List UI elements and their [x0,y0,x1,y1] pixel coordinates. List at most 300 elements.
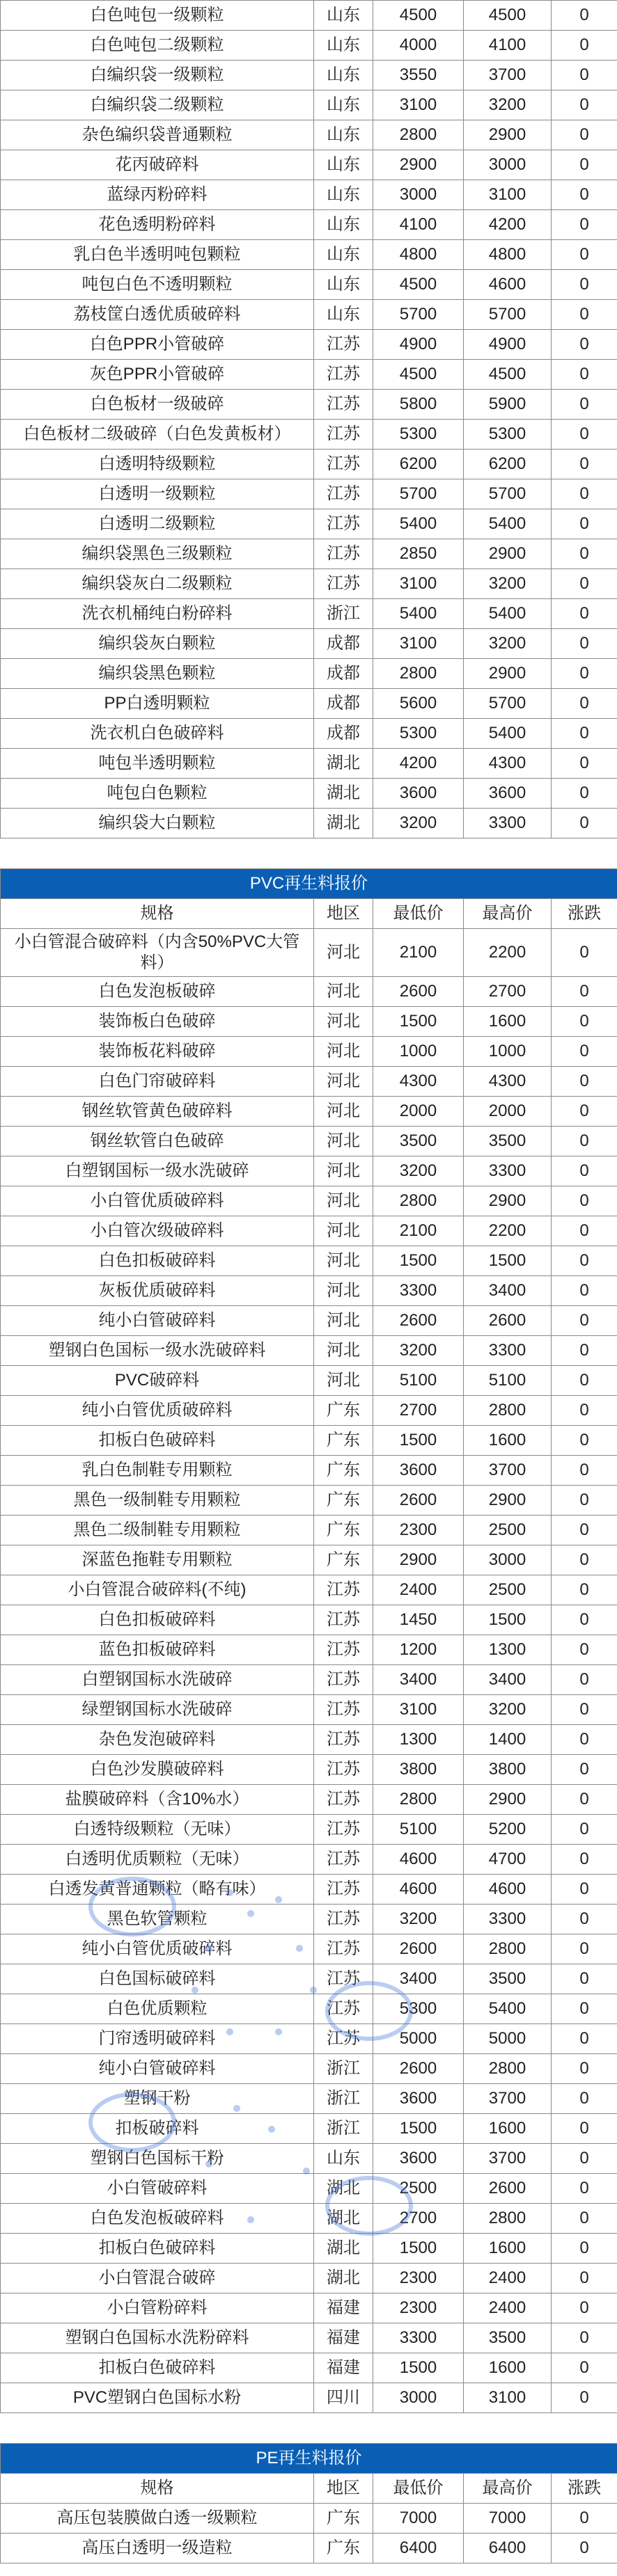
cell-region: 山东 [314,120,373,150]
cell-spec: 蓝绿丙粉碎料 [1,180,314,210]
cell-max-price: 6200 [464,450,552,479]
cell-min-price: 3550 [373,61,464,90]
cell-change: 0 [552,2264,617,2293]
cell-change: 0 [552,929,617,977]
cell-max-price: 5700 [464,689,552,719]
table-row [1,1605,617,1635]
cell-min-price: 3200 [373,1336,464,1366]
cell-max-price: 4100 [464,31,552,61]
cell-min-price: 3200 [373,1905,464,1934]
cell-change: 0 [552,1246,617,1276]
cell-min-price: 1500 [373,2353,464,2383]
cell-min-price: 3200 [373,1156,464,1186]
cell-region: 河北 [314,1156,373,1186]
cell-region: 江苏 [314,569,373,599]
table-row [1,2144,617,2174]
cell-max-price: 5700 [464,300,552,330]
cell-min-price: 2400 [373,1575,464,1605]
cell-spec: 编织袋黑色三级颗粒 [1,539,314,569]
cell-spec: 编织袋灰白二级颗粒 [1,569,314,599]
cell-spec: 吨包半透明颗粒 [1,749,314,779]
cell-max-price: 3200 [464,629,552,659]
cell-max-price: 2900 [464,1785,552,1815]
table-row [1,779,617,809]
cell-region: 河北 [314,1306,373,1336]
cell-region: 广东 [314,2534,373,2563]
table-row [1,1516,617,1545]
cell-spec: 花色透明粉碎料 [1,210,314,240]
cell-region: 湖北 [314,2174,373,2204]
cell-spec: 编织袋黑色颗粒 [1,659,314,689]
cell-min-price: 5300 [373,1994,464,2024]
cell-spec: 深蓝色拖鞋专用颗粒 [1,1545,314,1575]
table-row [1,2264,617,2293]
cell-spec: 小白管优质破碎料 [1,1186,314,1216]
table-row [1,1635,617,1665]
cell-min-price: 3200 [373,809,464,838]
cell-max-price: 2800 [464,1396,552,1426]
cell-spec: 黑色一级制鞋专用颗粒 [1,1486,314,1516]
cell-region: 河北 [314,1246,373,1276]
cell-max-price: 2800 [464,2204,552,2234]
cell-region: 江苏 [314,1815,373,1845]
table-row [1,1456,617,1486]
cell-region: 江苏 [314,450,373,479]
cell-max-price: 2900 [464,120,552,150]
cell-change: 0 [552,1127,617,1156]
cell-change: 0 [552,2383,617,2413]
cell-region: 广东 [314,1456,373,1486]
cell-max-price: 3100 [464,2383,552,2413]
cell-spec: 纯小白管破碎料 [1,2054,314,2084]
cell-spec: 黑色软管颗粒 [1,1905,314,1934]
cell-max-price: 2700 [464,977,552,1007]
table-row [1,479,617,509]
cell-spec: 白透明特级颗粒 [1,450,314,479]
cell-spec: 扣板白色破碎料 [1,2234,314,2264]
table-row [1,300,617,330]
cell-change: 0 [552,1516,617,1545]
table-row [1,1276,617,1306]
cell-max-price: 2900 [464,1186,552,1216]
cell-max-price: 3700 [464,2144,552,2174]
cell-change: 0 [552,1635,617,1665]
cell-change: 0 [552,629,617,659]
table-row [1,749,617,779]
cell-min-price: 5700 [373,479,464,509]
cell-max-price: 3300 [464,1905,552,1934]
cell-change: 0 [552,120,617,150]
cell-change: 0 [552,31,617,61]
cell-spec: 白色沙发膜破碎料 [1,1755,314,1785]
cell-spec: 编织袋灰白颗粒 [1,629,314,659]
cell-change: 0 [552,2084,617,2114]
cell-max-price: 3300 [464,809,552,838]
cell-min-price: 3000 [373,180,464,210]
cell-region: 江苏 [314,2024,373,2054]
cell-change: 0 [552,2234,617,2264]
cell-spec: 装饰板白色破碎 [1,1007,314,1037]
cell-spec: 白色板材二级破碎（白色发黄板材） [1,420,314,450]
cell-region: 浙江 [314,2114,373,2144]
table-row [1,61,617,90]
cell-min-price: 1500 [373,1426,464,1456]
cell-min-price: 4200 [373,749,464,779]
table-row [1,240,617,270]
cell-max-price: 4700 [464,1845,552,1875]
table-top-body [1,1,617,838]
cell-min-price: 3600 [373,779,464,809]
cell-spec: 小白管破碎料 [1,2174,314,2204]
cell-spec: 灰板优质破碎料 [1,1276,314,1306]
cell-max-price: 1600 [464,2114,552,2144]
table-row [1,2234,617,2264]
cell-min-price: 4900 [373,330,464,360]
cell-region: 河北 [314,1127,373,1156]
cell-spec: 钢丝软管黄色破碎料 [1,1097,314,1127]
cell-change: 0 [552,390,617,420]
cell-change: 0 [552,180,617,210]
cell-min-price: 2800 [373,120,464,150]
cell-min-price: 2800 [373,1785,464,1815]
table-row [1,450,617,479]
cell-max-price: 4500 [464,360,552,390]
cell-min-price: 2300 [373,2293,464,2323]
cell-region: 江苏 [314,1665,373,1695]
cell-min-price: 2100 [373,929,464,977]
cell-max-price: 2800 [464,2054,552,2084]
table-row [1,1545,617,1575]
cell-region: 河北 [314,929,373,977]
cell-change: 0 [552,1785,617,1815]
table-row [1,1007,617,1037]
cell-min-price: 3600 [373,2144,464,2174]
cell-change: 0 [552,1426,617,1456]
cell-region: 江苏 [314,1755,373,1785]
cell-spec: 白透明二级颗粒 [1,509,314,539]
table-pvc-body [1,929,617,2413]
pvc-header-min: 最低价 [373,899,464,929]
cell-change: 0 [552,1,617,31]
cell-min-price: 1500 [373,2114,464,2144]
table-row [1,809,617,838]
cell-spec: 小白管次级破碎料 [1,1216,314,1246]
cell-spec: 绿塑钢国标水洗破碎 [1,1695,314,1725]
cell-region: 成都 [314,659,373,689]
cell-max-price: 3100 [464,180,552,210]
table-row [1,2054,617,2084]
cell-max-price: 3300 [464,1336,552,1366]
cell-spec: 白色板材一级破碎 [1,390,314,420]
cell-max-price: 5400 [464,599,552,629]
cell-change: 0 [552,1815,617,1845]
table-row [1,2024,617,2054]
table-row [1,2323,617,2353]
cell-change: 0 [552,2204,617,2234]
cell-spec: 白透明优质颗粒（无味） [1,1845,314,1875]
table-row [1,330,617,360]
table-row [1,1336,617,1366]
cell-max-price: 5900 [464,390,552,420]
cell-min-price: 5300 [373,420,464,450]
table-row [1,150,617,180]
cell-spec: 高压包装膜做白透一级颗粒 [1,2504,314,2534]
cell-change: 0 [552,300,617,330]
cell-change: 0 [552,1725,617,1755]
cell-region: 广东 [314,1516,373,1545]
cell-max-price: 1600 [464,1007,552,1037]
cell-change: 0 [552,210,617,240]
cell-spec: 黑色二级制鞋专用颗粒 [1,1516,314,1545]
cell-change: 0 [552,360,617,390]
cell-max-price: 5400 [464,719,552,749]
pe-header-spec: 规格 [1,2474,314,2504]
cell-min-price: 3800 [373,1755,464,1785]
cell-region: 福建 [314,2323,373,2353]
pe-header-change: 涨跌 [552,2474,617,2504]
cell-min-price: 3600 [373,2084,464,2114]
pvc-header-change: 涨跌 [552,899,617,929]
table-row [1,569,617,599]
table-row [1,420,617,450]
cell-min-price: 1000 [373,1037,464,1067]
pe-header-region: 地区 [314,2474,373,2504]
cell-change: 0 [552,2054,617,2084]
cell-change: 0 [552,1755,617,1785]
cell-max-price: 3700 [464,2084,552,2114]
cell-max-price: 1600 [464,1426,552,1456]
cell-spec: 洗衣机桶纯白粉碎料 [1,599,314,629]
cell-region: 广东 [314,1396,373,1426]
cell-region: 江苏 [314,1875,373,1905]
cell-max-price: 2800 [464,1934,552,1964]
cell-change: 0 [552,1007,617,1037]
cell-spec: 杂色发泡破碎料 [1,1725,314,1755]
cell-region: 江苏 [314,1994,373,2024]
table-row [1,1575,617,1605]
cell-spec: 纯小白管破碎料 [1,1306,314,1336]
cell-min-price: 5400 [373,599,464,629]
table-row [1,599,617,629]
cell-min-price: 2300 [373,1516,464,1545]
cell-spec: 洗衣机白色破碎料 [1,719,314,749]
cell-spec: 小白管粉碎料 [1,2293,314,2323]
cell-change: 0 [552,270,617,300]
cell-region: 成都 [314,719,373,749]
cell-min-price: 4100 [373,210,464,240]
table-row [1,390,617,420]
cell-max-price: 6400 [464,2534,552,2563]
cell-region: 湖北 [314,2264,373,2293]
cell-change: 0 [552,1067,617,1097]
cell-region: 河北 [314,1336,373,1366]
table-row [1,1127,617,1156]
cell-spec: 白色吨包一级颗粒 [1,1,314,31]
cell-min-price: 2600 [373,977,464,1007]
cell-max-price: 2200 [464,1216,552,1246]
cell-max-price: 1500 [464,1246,552,1276]
cell-spec: 白编织袋一级颗粒 [1,61,314,90]
table-row [1,1486,617,1516]
cell-min-price: 2600 [373,1306,464,1336]
cell-region: 湖北 [314,809,373,838]
cell-region: 山东 [314,240,373,270]
cell-change: 0 [552,240,617,270]
cell-change: 0 [552,420,617,450]
cell-spec: 盐膜破碎料（含10%水） [1,1785,314,1815]
cell-min-price: 2700 [373,1396,464,1426]
cell-region: 河北 [314,1067,373,1097]
cell-change: 0 [552,1665,617,1695]
cell-spec: 白透特级颗粒（无味） [1,1815,314,1845]
cell-max-price: 3500 [464,1127,552,1156]
cell-max-price: 3200 [464,569,552,599]
cell-change: 0 [552,1934,617,1964]
cell-region: 浙江 [314,2084,373,2114]
table-row [1,1216,617,1246]
cell-region: 广东 [314,1426,373,1456]
cell-max-price: 5300 [464,420,552,450]
cell-region: 山东 [314,300,373,330]
cell-region: 江苏 [314,420,373,450]
cell-spec: 吨包白色不透明颗粒 [1,270,314,300]
table-row [1,90,617,120]
cell-region: 江苏 [314,1695,373,1725]
cell-region: 江苏 [314,360,373,390]
cell-spec: 扣板白色破碎料 [1,1426,314,1456]
cell-min-price: 4000 [373,31,464,61]
cell-spec: 花丙破碎料 [1,150,314,180]
cell-region: 江苏 [314,479,373,509]
cell-spec: 塑钢白色国标干粉 [1,2144,314,2174]
cell-region: 江苏 [314,1575,373,1605]
cell-region: 河北 [314,1097,373,1127]
section-gap [0,838,617,868]
cell-change: 0 [552,1186,617,1216]
cell-spec: 塑钢白色国标水洗粉碎料 [1,2323,314,2353]
cell-min-price: 3000 [373,2383,464,2413]
cell-min-price: 6200 [373,450,464,479]
cell-spec: 白透发黄普通颗粒（略有味） [1,1875,314,1905]
cell-spec: 高压白透明一级造粒 [1,2534,314,2563]
cell-change: 0 [552,719,617,749]
cell-spec: 白色优质颗粒 [1,1994,314,2024]
cell-min-price: 5800 [373,390,464,420]
cell-change: 0 [552,1216,617,1246]
cell-min-price: 2800 [373,1186,464,1216]
cell-max-price: 3400 [464,1665,552,1695]
table-pvc [0,868,617,2413]
cell-change: 0 [552,330,617,360]
cell-change: 0 [552,1545,617,1575]
cell-max-price: 3200 [464,90,552,120]
cell-region: 江苏 [314,1964,373,1994]
cell-spec: 扣板白色破碎料 [1,2353,314,2383]
cell-min-price: 5300 [373,719,464,749]
cell-min-price: 1200 [373,1635,464,1665]
cell-max-price: 5700 [464,479,552,509]
cell-max-price: 3000 [464,150,552,180]
table-row [1,2174,617,2204]
table-row [1,2114,617,2144]
cell-spec: 塑钢干粉 [1,2084,314,2114]
cell-spec: 白编织袋二级颗粒 [1,90,314,120]
cell-max-price: 1300 [464,1635,552,1665]
cell-region: 江苏 [314,390,373,420]
cell-max-price: 1400 [464,1725,552,1755]
cell-region: 福建 [314,2293,373,2323]
cell-spec: 白色扣板破碎料 [1,1605,314,1635]
table-row [1,360,617,390]
cell-region: 广东 [314,1545,373,1575]
table-row [1,1426,617,1456]
cell-max-price: 3200 [464,1695,552,1725]
cell-region: 福建 [314,2353,373,2383]
cell-spec: 灰色PPR小管破碎 [1,360,314,390]
cell-max-price: 1600 [464,2234,552,2264]
cell-change: 0 [552,1964,617,1994]
cell-region: 江苏 [314,1635,373,1665]
pe-header-min: 最低价 [373,2474,464,2504]
cell-max-price: 3700 [464,61,552,90]
table-row [1,1994,617,2024]
cell-min-price: 3500 [373,1127,464,1156]
table-row [1,1875,617,1905]
pvc-header-region: 地区 [314,899,373,929]
table-row [1,719,617,749]
cell-min-price: 3600 [373,1456,464,1486]
cell-min-price: 3300 [373,2323,464,2353]
cell-region: 成都 [314,689,373,719]
cell-min-price: 3400 [373,1665,464,1695]
cell-min-price: 4300 [373,1067,464,1097]
cell-spec: 小白管混合破碎料(不纯) [1,1575,314,1605]
cell-max-price: 4200 [464,210,552,240]
cell-change: 0 [552,569,617,599]
cell-change: 0 [552,479,617,509]
cell-region: 江苏 [314,509,373,539]
cell-max-price: 2400 [464,2293,552,2323]
table-row [1,1934,617,1964]
cell-spec: PVC塑钢白色国标水粉 [1,2383,314,2413]
cell-change: 0 [552,1905,617,1934]
cell-change: 0 [552,749,617,779]
cell-max-price: 2500 [464,1516,552,1545]
cell-change: 0 [552,2504,617,2534]
table-row [1,180,617,210]
cell-change: 0 [552,659,617,689]
table-row [1,31,617,61]
cell-min-price: 3400 [373,1964,464,1994]
cell-region: 江苏 [314,1934,373,1964]
cell-change: 0 [552,1605,617,1635]
cell-spec: 白色发泡板破碎料 [1,2204,314,2234]
cell-max-price: 4300 [464,749,552,779]
cell-min-price: 2100 [373,1216,464,1246]
table-row [1,1725,617,1755]
cell-max-price: 1000 [464,1037,552,1067]
cell-spec: 白塑钢国标一级水洗破碎 [1,1156,314,1186]
cell-region: 江苏 [314,1905,373,1934]
cell-region: 河北 [314,977,373,1007]
cell-change: 0 [552,2534,617,2563]
cell-spec: 乳白色半透明吨包颗粒 [1,240,314,270]
cell-spec: 荔枝筐白透优质破碎料 [1,300,314,330]
cell-change: 0 [552,2353,617,2383]
cell-spec: 蓝色扣板破碎料 [1,1635,314,1665]
cell-spec: PP白透明颗粒 [1,689,314,719]
table-row [1,1845,617,1875]
